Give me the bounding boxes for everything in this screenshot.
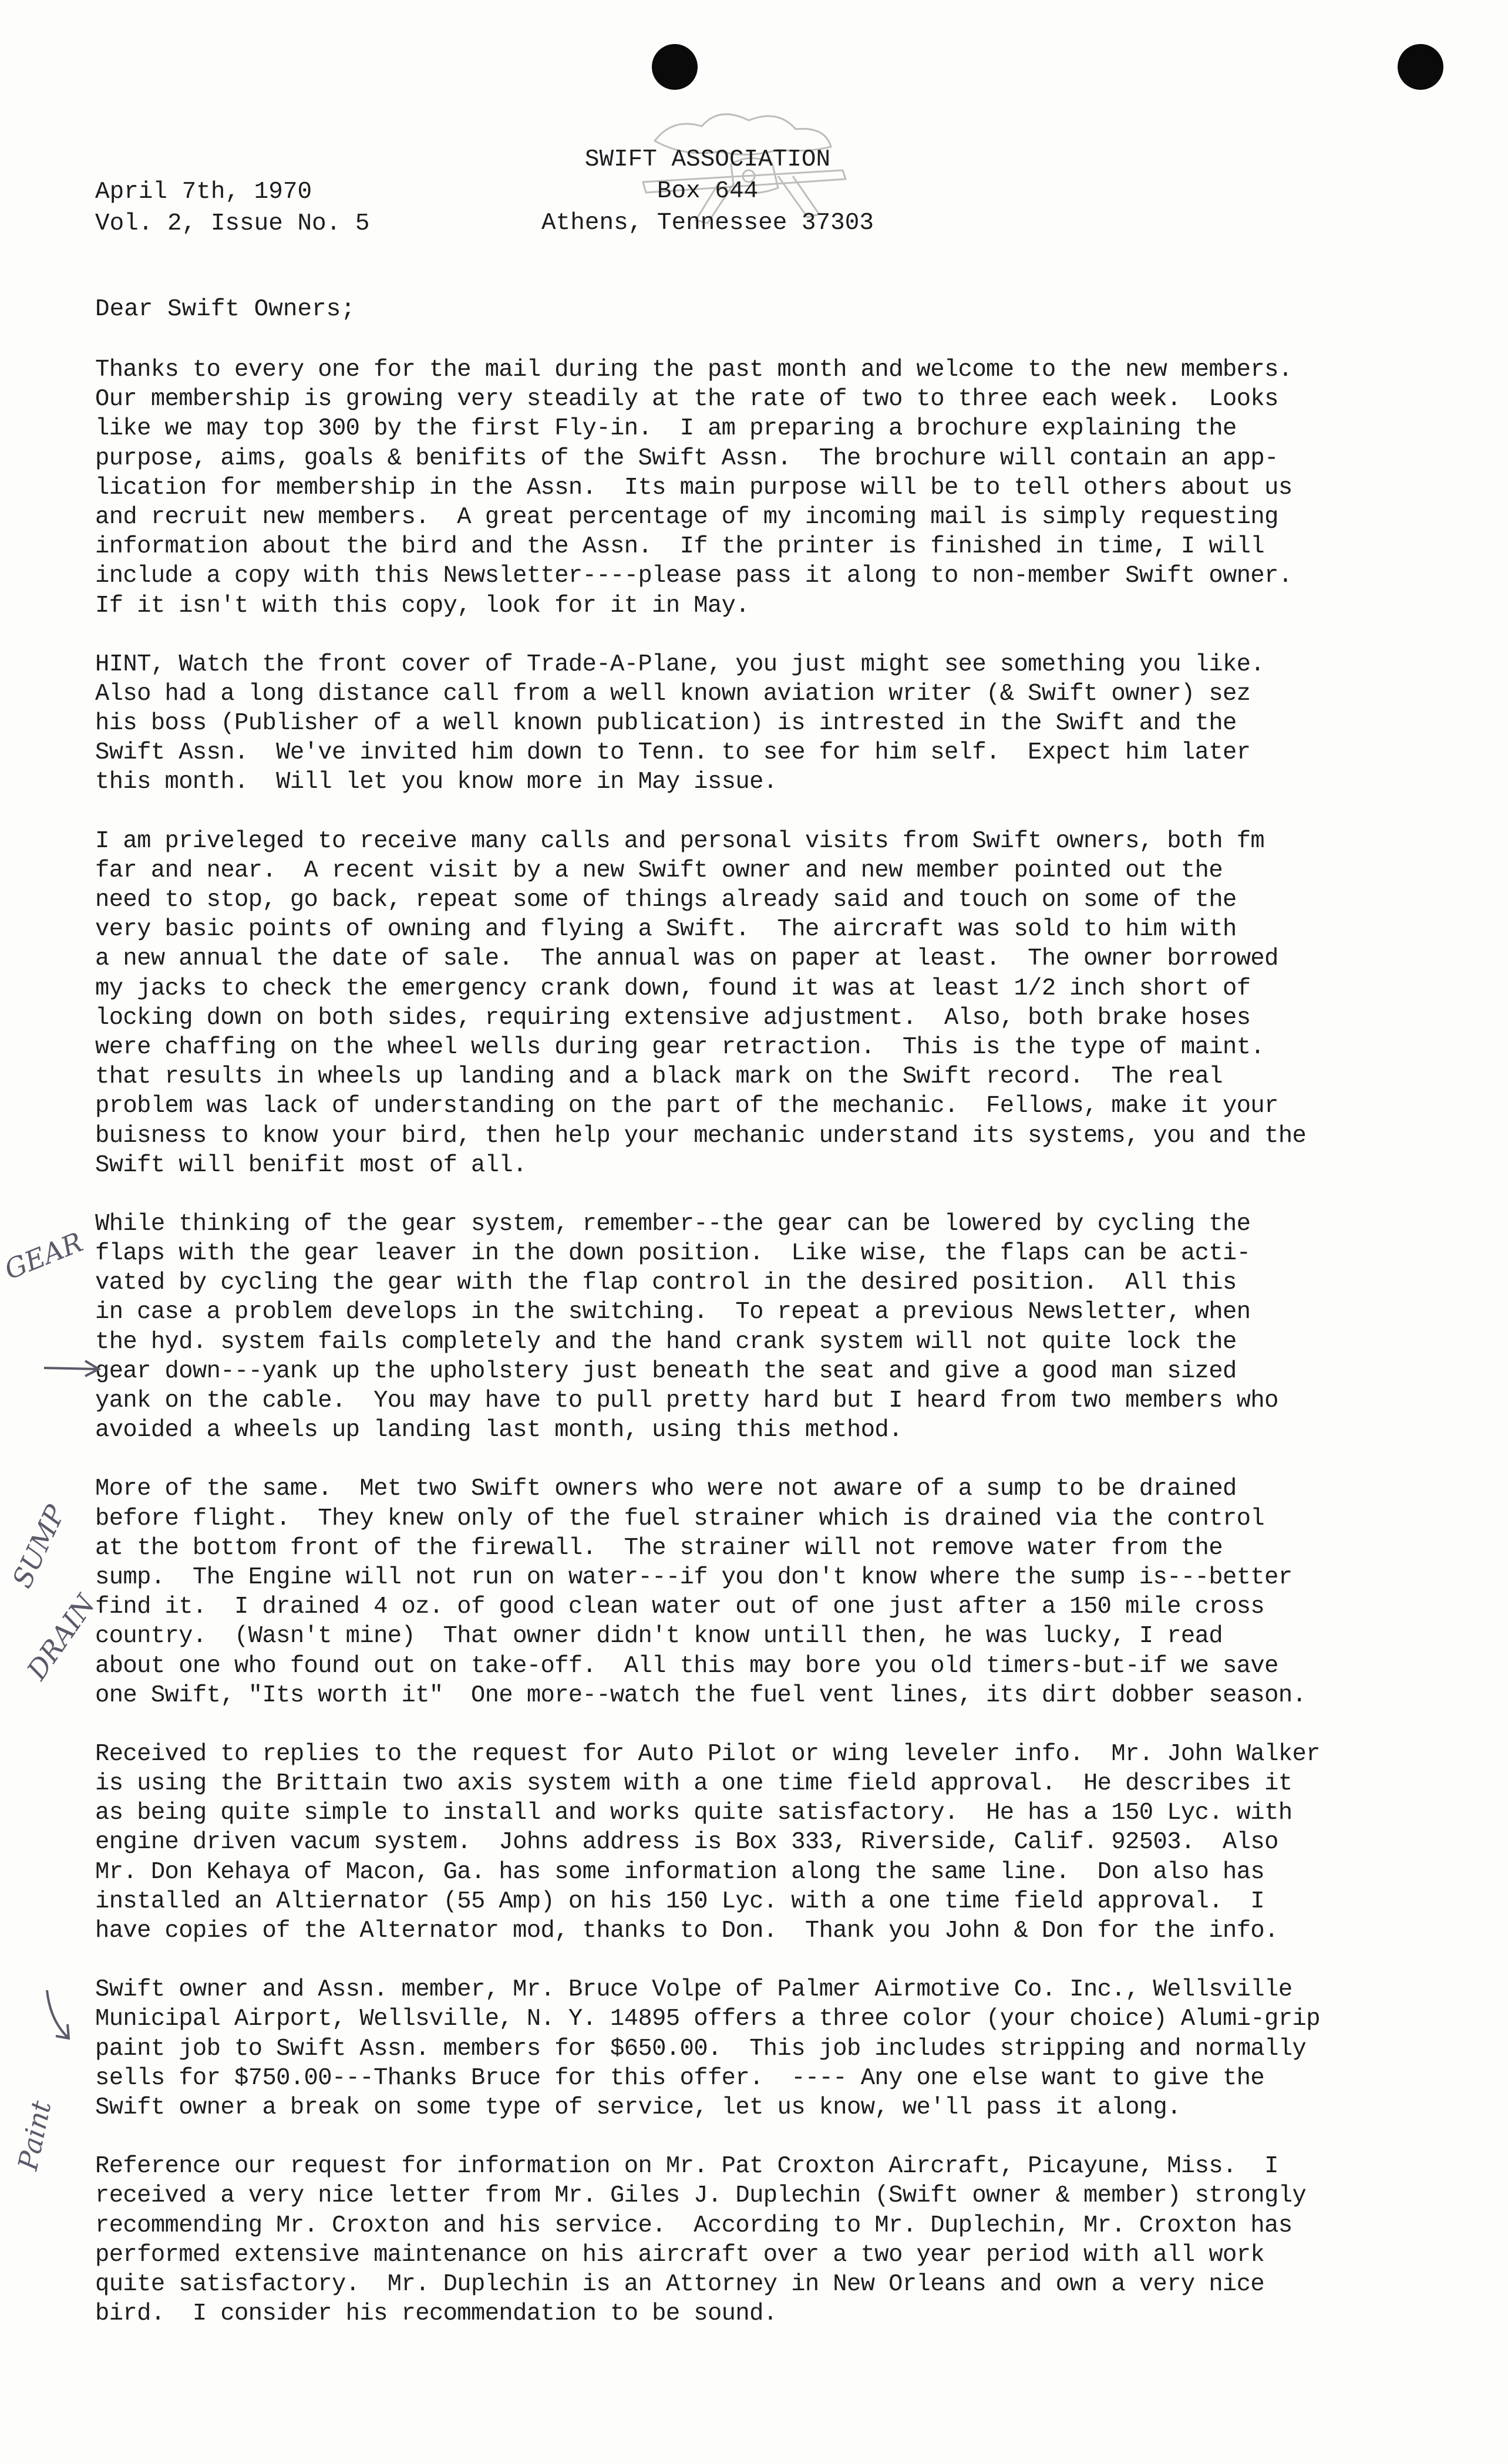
text-line: gear down---yank up the upholstery just beneath the seat and give a good man sized	[95, 1357, 1237, 1385]
punch-hole-right	[1398, 44, 1443, 90]
text-line: as being quite simple to install and works quite satisfactory. He has a 150 Lyc. with	[95, 1799, 1292, 1827]
text-line: Received to replies to the request for Auto Pilot or wing leveler info. Mr. John Walker	[95, 1740, 1320, 1768]
text-line: I am priveleged to receive many calls and personal visits from Swift owners, both fm	[95, 827, 1265, 855]
letter-paragraph	[95, 1740, 1411, 1946]
text-line: lication for membership in the Assn. Its main purpose will be to tell others about us	[95, 474, 1292, 501]
text-line: Swift will benifit most of all.	[95, 1151, 527, 1179]
letter-paragraph	[95, 355, 1411, 621]
margin-note-gear: GEAR	[0, 1226, 87, 1286]
text-line: More of the same. Met two Swift owners who were not aware of a sump to be drained	[95, 1475, 1237, 1503]
letter-paragraph	[95, 827, 1411, 1180]
letter-paragraph	[95, 1474, 1411, 1710]
letter-paragraph	[95, 650, 1411, 797]
letter-paragraph	[95, 1209, 1411, 1445]
text-line: purpose, aims, goals & benifits of the Swift Assn. The brochure will contain an app-	[95, 444, 1278, 472]
text-line: HINT, Watch the front cover of Trade-A-Plane, you just might see something you like.	[95, 650, 1265, 678]
text-line: country. (Wasn't mine) That owner didn't know untill then, he was lucky, I read	[95, 1623, 1223, 1650]
text-line: his boss (Publisher of a well known publication) is intrested in the Swift and the	[95, 710, 1237, 737]
text-line: include a copy with this Newsletter----please pass it along to non-member Swift owner.	[95, 562, 1292, 590]
letterhead	[526, 144, 890, 239]
text-line: paint job to Swift Assn. members for $650.00. This job includes stripping and normally	[95, 2035, 1307, 2062]
text-line: Swift owner a break on some type of service, let us know, we'll pass it along.	[95, 2094, 1181, 2121]
text-line: and recruit new members. A great percentage of my incoming mail is simply requesting	[95, 503, 1278, 531]
letter-body	[95, 355, 1411, 2358]
org-city: Athens, Tennessee 37303	[541, 210, 874, 237]
text-line: sells for $750.00---Thanks Bruce for this offer. ---- Any one else want to give the	[95, 2064, 1265, 2092]
arrow-icon	[41, 1984, 76, 2049]
text-line: is using the Brittain two axis system with a one time field approval. He describes it	[95, 1770, 1292, 1798]
letter-paragraph	[95, 1975, 1411, 2122]
text-line: at the bottom front of the firewall. The strainer will not remove water from the	[95, 1534, 1223, 1562]
margin-note-paint: Paint	[12, 2098, 58, 2173]
text-line: problem was lack of understanding on the part of the mechanic. Fellows, make it your	[95, 1093, 1278, 1120]
salutation: Dear Swift Owners;	[95, 296, 355, 323]
text-line: quite satisfactory. Mr. Duplechin is an Attorney in New Orleans and own a very nice	[95, 2270, 1265, 2298]
text-line: about one who found out on take-off. All this may bore you old timers-but-if we save	[95, 1652, 1278, 1680]
margin-note-sump: SUMP	[6, 1500, 72, 1593]
text-line: engine driven vacum system. Johns address is Box 333, Riverside, Calif. 92503. Also	[95, 1829, 1278, 1856]
text-line: installed an Altiernator (55 Amp) on his 150 Lyc. with a one time field approval. I	[95, 1887, 1265, 1915]
issue-date: April 7th, 1970	[95, 178, 312, 205]
text-line: Reference our request for information on Mr. Pat Croxton Aircraft, Picayune, Miss. I	[95, 2153, 1278, 2180]
text-line: find it. I drained 4 oz. of good clean water out of one just after a 150 mile cross	[95, 1593, 1265, 1621]
text-line: in case a problem develops in the switching. To repeat a previous Newsletter, when	[95, 1299, 1251, 1326]
text-line: While thinking of the gear system, remember--the gear can be lowered by cycling the	[95, 1210, 1251, 1238]
text-line: Our membership is growing very steadily at the rate of two to three each week. Looks	[95, 386, 1278, 413]
issue-number: Vol. 2, Issue No. 5	[95, 210, 370, 237]
arrow-icon	[41, 1356, 106, 1380]
org-box: Box 644	[657, 178, 759, 205]
text-line: Also had a long distance call from a well known aviation writer (& Swift owner) sez	[95, 680, 1251, 707]
text-line: the hyd. system fails completely and the hand crank system will not quite lock the	[95, 1328, 1237, 1356]
text-line: like we may top 300 by the first Fly-in. I am preparing a brochure explaining the	[95, 415, 1237, 443]
text-line: my jacks to check the emergency crank down, found it was at least 1/2 inch short of	[95, 975, 1251, 1002]
text-line: If it isn't with this copy, look for it in May.	[95, 592, 750, 619]
text-line: one Swift, "Its worth it" One more--watch the fuel vent lines, its dirt dobber season.	[95, 1681, 1307, 1709]
text-line: bird. I consider his recommendation to be sound.	[95, 2300, 777, 2328]
date-issue-block	[95, 176, 369, 240]
text-line: need to stop, go back, repeat some of things already said and touch on some of the	[95, 886, 1237, 914]
letter-paragraph	[95, 2152, 1411, 2328]
text-line: vated by cycling the gear with the flap control in the desired position. All this	[95, 1269, 1237, 1297]
text-line: received a very nice letter from Mr. Giles J. Duplechin (Swift owner & member) strongly	[95, 2182, 1307, 2210]
text-line: this month. Will let you know more in May issue.	[95, 768, 777, 796]
text-line: before flight. They knew only of the fuel strainer which is drained via the control	[95, 1505, 1265, 1532]
margin-note-drain: DRAIN	[21, 1589, 102, 1686]
text-line: information about the bird and the Assn. If the printer is finished in time, I will	[95, 533, 1265, 561]
text-line: that results in wheels up landing and a black mark on the Swift record. The real	[95, 1063, 1223, 1091]
text-line: sump. The Engine will not run on water---if you don't know where the sump is---better	[95, 1563, 1292, 1591]
text-line: yank on the cable. You may have to pull pretty hard but I heard from two members who	[95, 1387, 1278, 1414]
text-line: a new annual the date of sale. The annual was on paper at least. The owner borrowed	[95, 945, 1278, 973]
text-line: avoided a wheels up landing last month, using this method.	[95, 1417, 903, 1444]
text-line: very basic points of owning and flying a Swift. The aircraft was sold to him with	[95, 916, 1237, 943]
text-line: buisness to know your bird, then help your mechanic understand its systems, you and the	[95, 1122, 1307, 1150]
text-line: far and near. A recent visit by a new Swift owner and new member pointed out the	[95, 857, 1223, 884]
text-line: Swift owner and Assn. member, Mr. Bruce Volpe of Palmer Airmotive Co. Inc., Wellsville	[95, 1976, 1292, 2004]
text-line: locking down on both sides, requiring extensive adjustment. Also, both brake hoses	[95, 1004, 1251, 1032]
org-name: SWIFT ASSOCIATION	[584, 146, 831, 173]
text-line: Mr. Don Kehaya of Macon, Ga. has some information along the same line. Don also has	[95, 1858, 1265, 1886]
text-line: performed extensive maintenance on his aircraft over a two year period with all work	[95, 2241, 1265, 2269]
text-line: were chaffing on the wheel wells during gear retraction. This is the type of maint.	[95, 1033, 1265, 1061]
text-line: recommending Mr. Croxton and his service. According to Mr. Duplechin, Mr. Croxton has	[95, 2212, 1292, 2239]
text-line: flaps with the gear leaver in the down position. Like wise, the flaps can be acti-	[95, 1240, 1251, 1268]
text-line: Thanks to every one for the mail during the past month and welcome to the new members.	[95, 356, 1292, 383]
text-line: Swift Assn. We've invited him down to Tenn. to see for him self. Expect him later	[95, 739, 1251, 767]
text-line: Municipal Airport, Wellsville, N. Y. 14895 offers a three color (your choice) Alumi-grip	[95, 2005, 1320, 2033]
text-line: have copies of the Alternator mod, thanks to Don. Thank you John & Don for the info.	[95, 1917, 1278, 1944]
punch-hole-left	[652, 44, 698, 90]
